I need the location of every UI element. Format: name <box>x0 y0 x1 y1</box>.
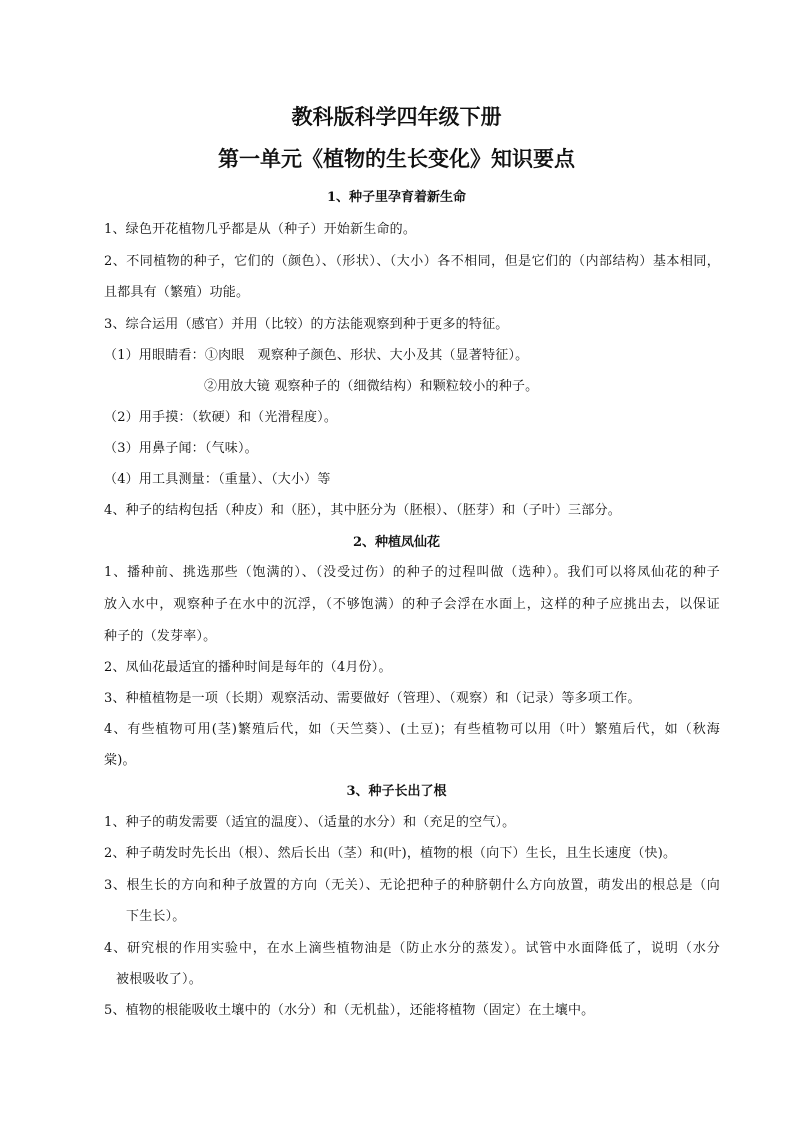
paragraph-line: （4）用工具测量：（重量）、（大小）等 <box>104 472 331 487</box>
paragraph-line: （2）用手摸：（软硬）和（光滑程度）。 <box>104 410 338 425</box>
paragraph-line: ②用放大镜 观察种子的（细微结构）和颗粒较小的种子。 <box>204 379 539 394</box>
paragraph-line: 棠)。 <box>104 753 136 768</box>
paragraph-line: 4、种子的结构包括（种皮）和（胚），其中胚分为（胚根）、（胚芽）和（子叶）三部分。 <box>104 503 621 518</box>
section-heading: 3、种子长出了根 <box>346 784 447 799</box>
paragraph-line: 3、综合运用（感官）并用（比较）的方法能观察到种于更多的特征。 <box>104 317 509 332</box>
paragraph-line: 被根吸收了）。 <box>116 972 202 987</box>
paragraph-line: 2、凤仙花最适宜的播种时间是每年的（4月份）。 <box>104 660 392 675</box>
paragraph-line: 3、种植植物是一项（长期）观察活动、需要做好（管理）、（观察）和（记录）等多项工作。 <box>104 691 641 706</box>
paragraph-line: （1）用眼睛看：①肉眼 观察种子颜色、形状、大小及其（显著特征）。 <box>104 348 529 363</box>
section-heading: 1、种子里孕育着新生命 <box>326 190 467 205</box>
paragraph-line: 2、种子萌发时先长出（根）、然后长出（茎）和(叶)，植物的根（向下）生长，且生长速度（快)。 <box>104 846 677 861</box>
document-subtitle: 第一单元《植物的生长变化》知识要点 <box>218 146 575 171</box>
paragraph-line: （3）用鼻子闻：（气味）。 <box>104 441 258 456</box>
paragraph-line: 2、不同植物的种子，它们的（颜色）、（形状）、（大小）各不相同，但是它们的（内部结构）基本相同， <box>104 254 720 269</box>
paragraph-line: 4、研究根的作用实验中，在水上滴些植物油是（防止水分的蒸发）。试管中水面降低了，说明（水分 <box>104 941 720 956</box>
paragraph-line: 5、植物的根能吸收土壤中的（水分）和（无机盐），还能将植物（固定）在土壤中。 <box>104 1003 595 1018</box>
paragraph-line: 且都具有（繁殖）功能。 <box>104 285 250 300</box>
paragraph-line: 1、绿色开花植物几乎都是从（种子）开始新生命的。 <box>104 222 417 237</box>
paragraph-line: 3、根生长的方向和种子放置的方向（无关）、无论把种子的种脐朝什么方向放置，萌发出的根总是（向 <box>104 878 720 893</box>
paragraph-line: 4、有些植物可用(茎)繁殖后代，如（天竺葵）、(土豆)；有些植物可以用（叶）繁殖后代，如（秋海 <box>104 722 720 737</box>
paragraph-line: 下生长）。 <box>126 909 186 924</box>
paragraph-line: 1、播种前、挑选那些（饱满的）、（没受过伤）的种子的过程叫做（选种）。我们可以将凤仙花的种子 <box>104 565 720 580</box>
paragraph-line: 1、种子的萌发需要（适宜的温度）、（适量的水分）和（充足的空气）。 <box>104 815 516 830</box>
document-title: 教科版科学四年级下册 <box>291 104 502 129</box>
paragraph-line: 放入水中，观察种子在水中的沉浮，（不够饱满）的种子会浮在水面上，这样的种子应挑出去，以保证 <box>104 597 720 612</box>
paragraph-line: 种子的（发芽率）。 <box>104 629 217 644</box>
section-heading: 2、种植凤仙花 <box>352 535 441 550</box>
